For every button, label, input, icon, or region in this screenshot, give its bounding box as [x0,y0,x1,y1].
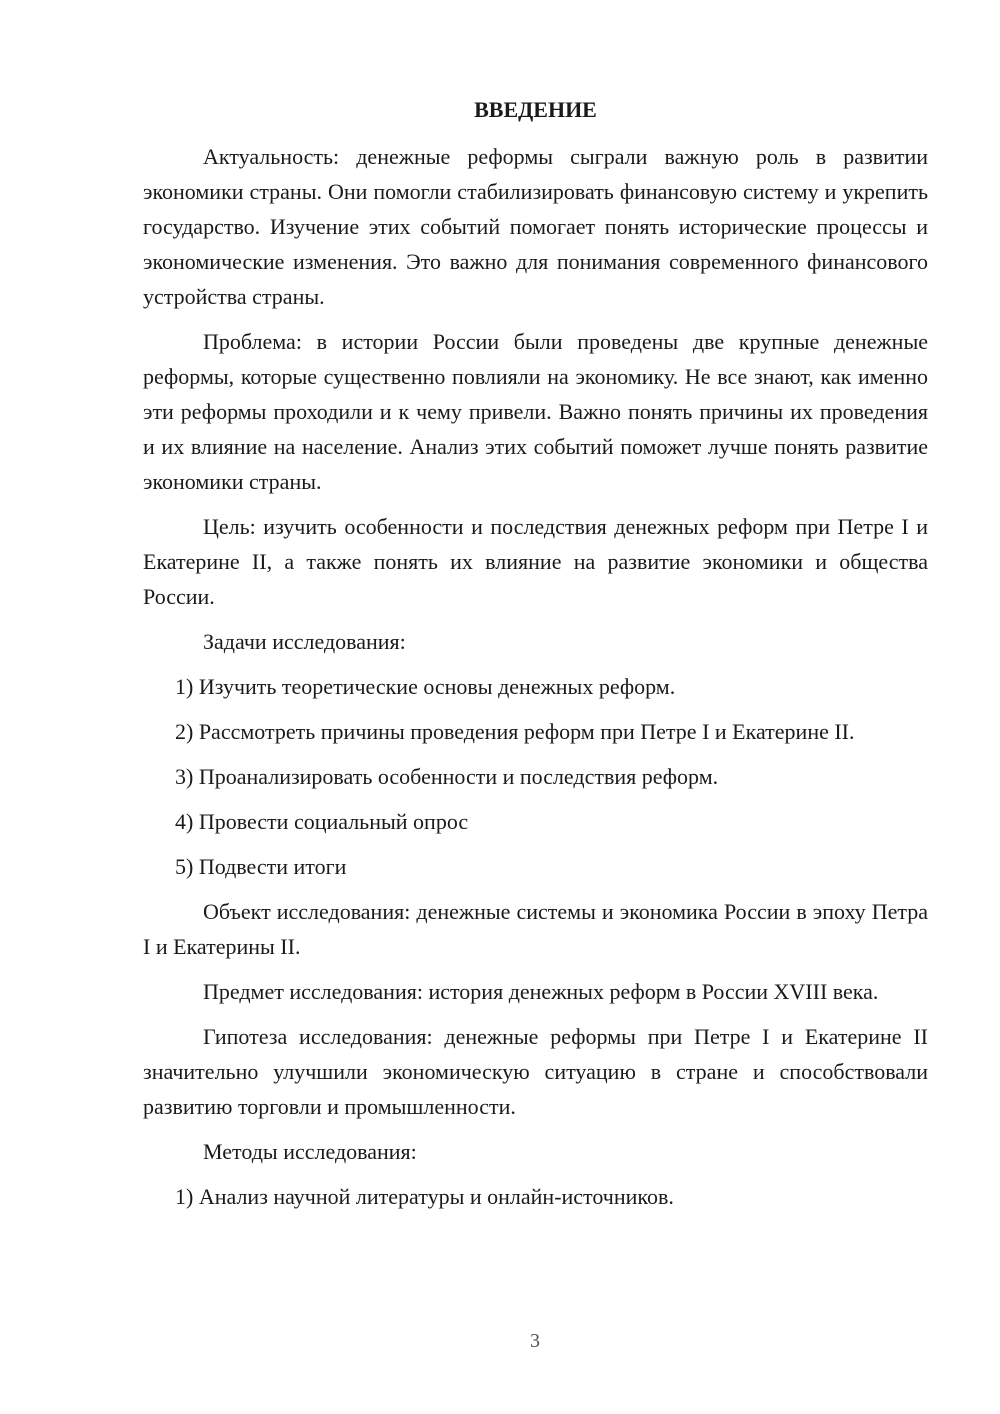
paragraph-subject: Предмет исследования: история денежных реформ в России XVIII века. [203,979,879,1004]
task-item-1: 1) Изучить теоретические основы денежных реформ. [175,674,676,699]
tasks-title: Задачи исследования: [203,629,406,654]
paragraph-problem: Проблема: в истории России были проведены две крупные денежные реформы, которые существенно повлияли на экономику. Не все знают, как именно эти реформы проходили и к чему привели. Важно понять причины их проведения и их влияние на население. Анализ этих событий поможет лучше понять развитие экономики страны. [143,329,928,494]
method-item-1: 1) Анализ научной литературы и онлайн-источников. [175,1184,674,1209]
task-item-4: 4) Провести социальный опрос [175,809,469,834]
task-item-2: 2) Рассмотреть причины проведения реформ при Петре I и Екатерине II. [175,719,855,744]
methods-title: Методы исследования: [203,1139,417,1164]
section-heading: ВВЕДЕНИЕ [474,97,597,122]
page-number: 3 [530,1330,540,1352]
task-item-3: 3) Проанализировать особенности и последствия реформ. [175,764,719,789]
paragraph-relevance: Актуальность: денежные реформы сыграли важную роль в развитии экономики страны. Они помогли стабилизировать финансовую систему и укрепить государство. Изучение этих событий помогает понять исторические процессы и экономические изменения. Это важно для понимания современного финансового устройства страны. [143,144,928,309]
document-body [143,92,928,1224]
paragraph-goal: Цель: изучить особенности и последствия денежных реформ при Петре I и Екатерине II, а также понять их влияние на развитие экономики и общества России. [143,514,928,609]
paragraph-object: Объект исследования: денежные системы и экономика России в эпоху Петра I и Екатерины II. [143,899,928,959]
task-item-5: 5) Подвести итоги [175,854,347,879]
paragraph-hypothesis: Гипотеза исследования: денежные реформы при Петре I и Екатерине II значительно улучшили экономическую ситуацию в стране и способствовали развитию торговли и промышленности. [143,1024,928,1119]
